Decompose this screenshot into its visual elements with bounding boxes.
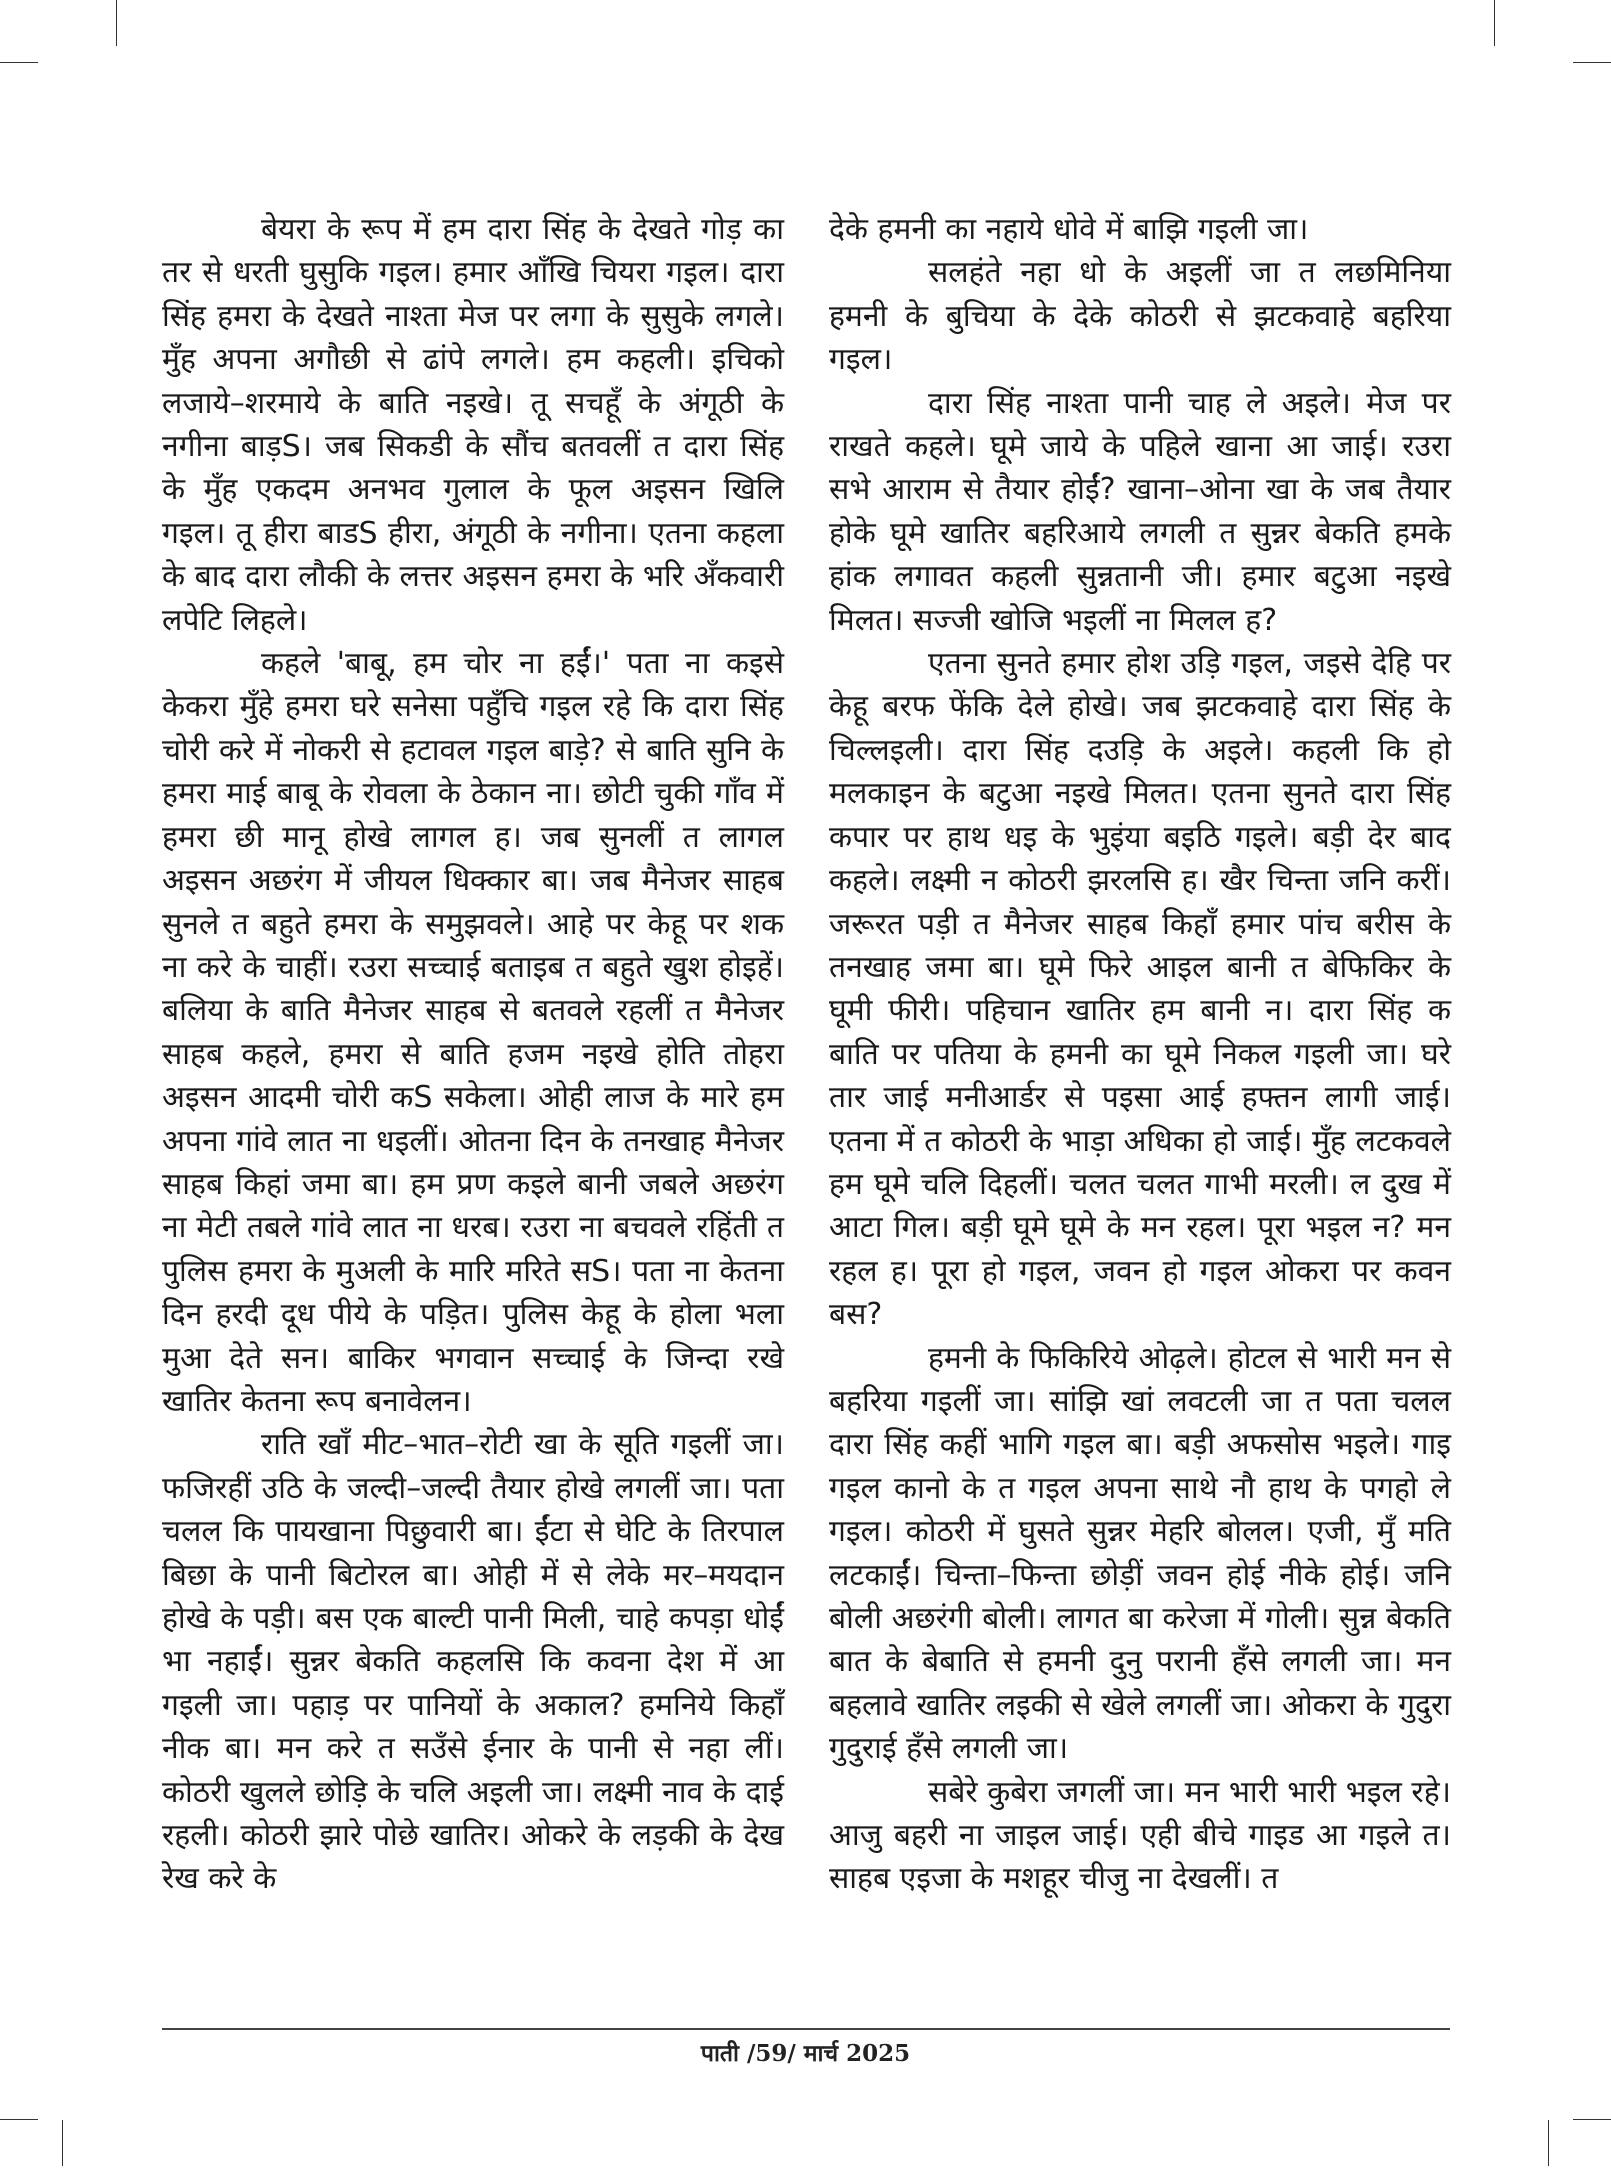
paragraph: कहले 'बाबू, हम चोर ना हईं।' पता ना कइसे केकरा मुँहे हमरा घरे सनेसा पहुँचि गइल रहे कि दारा सिंह चोरी करे में नोकरी से हटावल गइल बाड़े? से बाति सुनि के हमरा माई बाबू के रोवला के ठेकान ना। छोटी चुकी गाँव में हमरा छी मानू होखे लागल ह। जब सुनलीं त लागल अइसन अछरंग में जीयल धिक्कार बा। जब मैनेजर साहब सुनले त बहुते हमरा के समुझवले। आहे पर केहू पर शक ना करे के चाहीं। रउरा सच्चाई बताइब त बहुते खुश होइहें। बलिया के बाति मैनेजर साहब से बतवले रहलीं त मैनेजर साहब कहले, हमरा से बाति हजम नइखे होति तोहरा अइसन आदमी चोरी कS सकेला। ओही लाज के मारे हम अपना गांवे लात ना धइलीं। ओतना दिन के तनखाह मैनेजर साहब किहां जमा बा। हम प्रण कइले बानी जबले अछरंग ना मेटी तबले गांवे लात ना धरब। रउरा ना बचवले रहिंती त पुलिस हमरा के मुअली के मारि मरिते सS। पता ना केतना दिन हरदी दूध पीये के पड़ित। पुलिस केहू के होला भला मुआ देते सन। बाकिर भगवान सच्चाई के जिन्दा रखे खातिर केतना रूप बनावेलन। [162, 646, 784, 1419]
paragraph: देके हमनी का नहाये धोवे में बाझि गइली जा। [829, 212, 1309, 247]
paragraph: सलहंते नहा धो के अइलीं जा त लछमिनिया हमनी के बुचिया के देके कोठरी से झटकवाहे बहरिया गइल। [829, 255, 1451, 378]
paragraph: राति खाँ मीट–भात–रोटी खा के सूति गइलीं जा। फजिरहीं उठि के जल्दी–जल्दी तैयार होखे लगलीं जा। पता चलल कि पायखाना पिछुवारी बा। ईंटा से घेटि के तिरपाल बिछा के पानी बिटोरल बा। ओही में से लेके मर–मयदान होखे के पड़ी। बस एक बाल्टी पानी मिली, चाहे कपड़ा धोईं भा नहाईं। सुन्नर बेकति कहलसि कि कवना देश में आ गइली जा। पहाड़ पर पानियों के अकाल? हमनिये किहाँ नीक बा। मन करे त सउँसे ईनार के पानी से नहा लीं। कोठरी खुलले छोड़ि के चलि अइली जा। लक्ष्मी नाव के दाई रहली। कोठरी झारे पोछे खातिर। ओकरे के लड़की के देख रेख करे के [162, 1427, 784, 1897]
paragraph: एतना सुनते हमार होश उड़ि गइल, जइसे देहि पर केहू बरफ फेंकि देले होखे। जब झटकवाहे दारा सिंह के चिल्लइली। दारा सिंह दउड़ि के अइले। कहली कि हो मलकाइन के बटुआ नइखे मिलत। एतना सुनते दारा सिंह कपार पर हाथ धइ के भुइंया बइठि गइले। बड़ी देर बाद कहले। लक्ष्मी न कोठरी झरलसि ह। खैर चिन्ता जनि करीं। जरूरत पड़ी त मैनेजर साहब किहाँ हमार पांच बरीस के तनखाह जमा बा। घूमे फिरे आइल बानी त बेफिकिर के घूमी फीरी। पहिचान खातिर हम बानी न। दारा सिंह क बाति पर पतिया के हमनी का घूमे निकल गइली जा। घरे तार जाई मनीआर्डर से पइसा आई हफ्तन लागी जाई। एतना में त कोठरी के भाड़ा अधिका हो जाई। मुँह लटकवले हम घूमे चलि दिहलीं। चलत चलत गाभी मरली। ल दुख में आटा गिल। बड़ी घूमे घूमे के मन रहल। पूरा भइल न? मन रहल ह। पूरा हो गइल, जवन हो गइल ओकरा पर कवन बस? [829, 646, 1451, 1333]
crop-mark [0, 2119, 38, 2120]
page-footer: पाती /59/ मार्च 2025 [700, 2040, 911, 2067]
paragraph: दारा सिंह नाश्ता पानी चाह ले अइले। मेज पर राखते कहले। घूमे जाये के पहिले खाना आ जाई। रउरा सभे आराम से तैयार होईं? खाना–ओना खा के जब तैयार होके घूमे खातिर बहरिआये लगली त सुन्नर बेकति हमके हांक लगावत कहली सुन्नतानी जी। हमार बटुआ नइखे मिलत। सज्जी खोजि भइलीं ना मिलल ह? [829, 385, 1451, 638]
right-column [829, 208, 1451, 1901]
crop-mark [1548, 2120, 1549, 2166]
paragraph: हमनी के फिकिरिये ओढ़ले। होटल से भारी मन से बहरिया गइलीं जा। सांझि खां लवटली जा त पता चलल दारा सिंह कहीं भागि गइल बा। बड़ी अफसोस भइले। गाइ गइल कानो के त गइल अपना साथे नौ हाथ के पगहो ले गइल। कोठरी में घुसते सुन्नर मेहरि बोलल। एजी, मुँ मति लटकाईं। चिन्ता–फिन्ता छोड़ीं जवन होई नीके होई। जनि बोली अछरंगी बोली। लागत बा करेजा में गोली। सुन्न बेकति बात के बेबाति से हमनी दुनु परानी हँसे लगली जा। मन बहलावे खातिर लइकी से खेले लगलीं जा। ओकरा के गुदुरा गुदुराई हँसे लगली जा। [829, 1340, 1451, 1767]
crop-mark [1494, 0, 1495, 46]
footer-divider [162, 2028, 1450, 2030]
crop-mark [116, 0, 117, 46]
crop-mark [0, 62, 38, 63]
left-column [162, 208, 784, 1901]
crop-mark [62, 2120, 63, 2166]
paragraph: सबेरे कुबेरा जगलीं जा। मन भारी भारी भइल रहे। आजु बहरी ना जाइल जाई। एही बीचे गाइड आ गइले त। साहब एइजा के मशहूर चीजु ना देखलीं। त [829, 1774, 1451, 1897]
crop-mark [1573, 2119, 1611, 2120]
crop-mark [1573, 62, 1611, 63]
paragraph: बेयरा के रूप में हम दारा सिंह के देखते गोड़ का तर से धरती घुसुकि गइल। हमार आँखि चियरा गइल। दारा सिंह हमरा के देखते नाश्ता मेज पर लगा के सुसुके लगले। मुँह अपना अगौछी से ढांपे लगले। हम कहली। इचिको लजाये–शरमाये के बाति नइखे। तू सचहूँ के अंगूठी के नगीना बाड़S। जब सिकडी के सौंच बतवलीं त दारा सिंह के मुँह एकदम अनभव गुलाल के फूल अइसन खिलि गइल। तू हीरा बाडS हीरा, अंगूठी के नगीना। एतना कहला के बाद दारा लौकी के लत्तर अइसन हमरा के भरि अँकवारी लपेटि लिहले। [162, 212, 784, 638]
